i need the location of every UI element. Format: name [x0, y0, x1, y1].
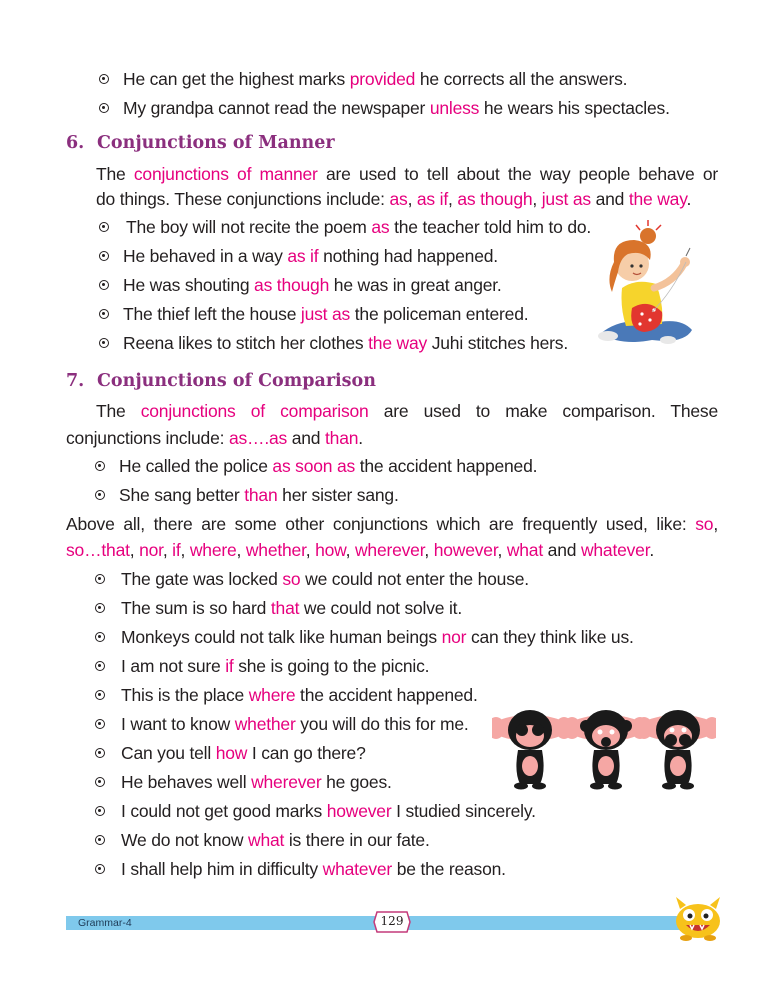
text-segment: I could not get good marks — [121, 801, 327, 821]
text-segment: Above all, there are some other conjunctions which are frequently used, like: — [66, 514, 696, 534]
bullet-icon — [95, 777, 105, 787]
text-segment: be the reason. — [392, 859, 506, 879]
conjunction-highlight: how — [315, 540, 346, 560]
bullet-icon — [95, 461, 105, 471]
section-heading-manner — [66, 133, 335, 153]
text-segment: nothing had happened. — [318, 246, 498, 266]
text-segment: I want to know — [121, 714, 235, 734]
text-segment: This is the place — [121, 685, 249, 705]
paragraph-line — [96, 400, 718, 422]
conjunction-highlight: just as — [541, 189, 591, 209]
page-number: 129 — [380, 914, 404, 928]
conjunction-highlight: what — [506, 540, 543, 560]
paragraph-line — [96, 188, 691, 210]
text-segment: are used to tell about the way people behave or — [317, 164, 718, 184]
bullet-icon — [95, 748, 105, 758]
list-item — [119, 484, 399, 506]
conjunction-highlight: whatever — [580, 540, 650, 560]
text-segment: The — [96, 164, 134, 184]
text-segment: do things. These conjunctions include: — [96, 189, 390, 209]
text-segment: He can get the highest marks — [123, 69, 350, 89]
list-item — [123, 303, 528, 325]
conjunction-highlight: so — [282, 569, 301, 589]
conjunction-highlight: than — [325, 428, 359, 448]
paragraph-line — [66, 539, 654, 561]
list-item — [121, 626, 634, 648]
bullet-icon — [95, 661, 105, 671]
bullet-icon — [99, 222, 109, 232]
text-segment: The boy will not recite the poem — [126, 217, 372, 237]
section-title: Conjunctions of Comparison — [97, 371, 376, 391]
bullet-icon — [95, 490, 105, 500]
list-item — [121, 597, 462, 619]
bullet-icon — [95, 632, 105, 642]
section-number: 6. — [66, 133, 85, 153]
paragraph-line — [66, 427, 363, 449]
conjunction-highlight: nor — [441, 627, 467, 647]
text-segment: the accident happened. — [295, 685, 478, 705]
text-segment: We do not know — [121, 830, 249, 850]
section-title: Conjunctions of Manner — [97, 133, 335, 153]
list-item — [123, 245, 498, 267]
list-item — [123, 274, 502, 296]
girl-stitching-illustration — [592, 212, 700, 352]
text-segment: Reena likes to stitch her clothes — [123, 333, 369, 353]
conjunction-highlight: unless — [429, 98, 480, 118]
footer-label: Grammar-4 — [78, 917, 132, 929]
text-segment: . — [686, 189, 692, 209]
conjunction-highlight: wherever — [251, 772, 322, 792]
text-segment: My grandpa cannot read the newspaper — [123, 98, 430, 118]
text-segment: , — [497, 540, 507, 560]
conjunction-highlight: conjunctions of comparison — [140, 401, 369, 421]
conjunction-highlight: as if — [287, 246, 319, 266]
conjunction-highlight: where — [189, 540, 237, 560]
bullet-icon — [99, 280, 109, 290]
text-segment: she is going to the picnic. — [233, 656, 430, 676]
bullet-icon — [95, 690, 105, 700]
text-segment: She sang better — [119, 485, 245, 505]
list-item — [121, 771, 392, 793]
text-segment: , — [236, 540, 246, 560]
list-item — [121, 684, 478, 706]
text-segment: is there in our fate. — [284, 830, 430, 850]
conjunction-highlight: conjunctions of manner — [133, 164, 318, 184]
text-segment: I can go there? — [247, 743, 366, 763]
conjunction-highlight: as — [371, 217, 390, 237]
bullet-icon — [95, 719, 105, 729]
text-segment: Juhi stitches hers. — [427, 333, 568, 353]
conjunction-highlight: what — [248, 830, 285, 850]
conjunction-highlight: as soon as — [272, 456, 356, 476]
conjunction-highlight: as though — [254, 275, 330, 295]
conjunction-highlight: wherever — [354, 540, 425, 560]
text-segment: he corrects all the answers. — [415, 69, 628, 89]
text-segment: the accident happened. — [355, 456, 538, 476]
conjunction-highlight: however — [326, 801, 392, 821]
list-item — [121, 568, 529, 590]
text-segment: and — [590, 189, 629, 209]
conjunction-highlight: provided — [349, 69, 416, 89]
conjunction-highlight: the way — [628, 189, 687, 209]
bullet-icon — [99, 103, 109, 113]
yellow-monster-mascot-icon — [672, 895, 724, 941]
text-segment: he wears his spectacles. — [479, 98, 670, 118]
text-segment: I studied sincerely. — [391, 801, 536, 821]
list-item — [121, 655, 429, 677]
conjunction-highlight: if — [225, 656, 234, 676]
text-segment: Monkeys could not talk like human beings — [121, 627, 442, 647]
text-segment: I am not sure — [121, 656, 226, 676]
bullet-icon — [95, 603, 105, 613]
conjunction-highlight: as if — [416, 189, 448, 209]
text-segment: , — [180, 540, 190, 560]
text-segment: He behaves well — [121, 772, 252, 792]
conjunction-highlight: nor — [139, 540, 163, 560]
text-segment: The thief left the house — [123, 304, 301, 324]
conjunction-highlight: as….as — [228, 428, 288, 448]
text-segment: her sister sang. — [277, 485, 399, 505]
conjunction-highlight: so…that — [66, 540, 130, 560]
list-item — [121, 800, 536, 822]
conjunction-highlight: whether — [234, 714, 296, 734]
text-segment: he was in great anger. — [329, 275, 502, 295]
paragraph-line — [96, 163, 718, 185]
conjunction-highlight: whether — [245, 540, 306, 560]
bullet-icon — [99, 309, 109, 319]
text-segment: He called the police — [119, 456, 273, 476]
conjunction-highlight: as though — [457, 189, 533, 209]
list-item — [119, 455, 537, 477]
text-segment: you will do this for me. — [295, 714, 469, 734]
list-item — [121, 742, 366, 764]
conjunction-highlight: where — [248, 685, 296, 705]
text-segment: , — [532, 189, 542, 209]
conjunction-highlight: however — [433, 540, 498, 560]
text-segment: . — [358, 428, 363, 448]
text-segment: He was shouting — [123, 275, 255, 295]
text-segment: , — [407, 189, 417, 209]
text-segment: , — [424, 540, 434, 560]
bullet-icon — [95, 574, 105, 584]
section-number: 7. — [66, 371, 85, 391]
conjunction-highlight: how — [215, 743, 248, 763]
conjunction-highlight: just as — [300, 304, 351, 324]
text-segment: I shall help him in difficulty — [121, 859, 323, 879]
text-segment: conjunctions include: — [66, 428, 229, 448]
list-item — [123, 68, 627, 90]
conjunction-highlight: if — [172, 540, 181, 560]
text-segment: we could not solve it. — [299, 598, 462, 618]
list-item — [121, 713, 469, 735]
conjunction-highlight: so — [695, 514, 714, 534]
text-segment: The — [96, 401, 141, 421]
conjunction-highlight: whatever — [322, 859, 393, 879]
bullet-icon — [99, 251, 109, 261]
text-segment: , — [448, 189, 458, 209]
text-segment: and — [287, 428, 326, 448]
text-segment: , — [129, 540, 140, 560]
text-segment: can they think like us. — [466, 627, 634, 647]
text-segment: we could not enter the house. — [300, 569, 529, 589]
list-item — [121, 829, 430, 851]
text-segment: The gate was locked — [121, 569, 283, 589]
list-item — [123, 332, 568, 354]
text-segment: , — [162, 540, 173, 560]
bullet-icon — [95, 806, 105, 816]
text-segment: , — [345, 540, 355, 560]
text-segment: He behaved in a way — [123, 246, 288, 266]
three-monkeys-illustration — [492, 710, 716, 794]
conjunction-highlight: than — [244, 485, 278, 505]
text-segment: the teacher told him to do. — [389, 217, 592, 237]
section-heading-comparison — [66, 371, 376, 391]
conjunction-highlight: that — [270, 598, 300, 618]
text-segment: The sum is so hard — [121, 598, 271, 618]
bullet-icon — [95, 864, 105, 874]
bullet-icon — [95, 835, 105, 845]
list-item — [126, 216, 591, 238]
bullet-icon — [99, 74, 109, 84]
text-segment: the policeman entered. — [350, 304, 529, 324]
text-segment: , — [713, 514, 718, 534]
text-segment: he goes. — [321, 772, 392, 792]
text-segment: Can you tell — [121, 743, 216, 763]
text-segment: and — [543, 540, 581, 560]
list-item — [123, 97, 670, 119]
text-segment: . — [649, 540, 655, 560]
paragraph-line — [66, 513, 718, 535]
text-segment: , — [305, 540, 316, 560]
conjunction-highlight: as — [389, 189, 408, 209]
list-item — [121, 858, 506, 880]
conjunction-highlight: the way — [368, 333, 428, 353]
text-segment: are used to make comparison. These — [368, 401, 718, 421]
bullet-icon — [99, 338, 109, 348]
